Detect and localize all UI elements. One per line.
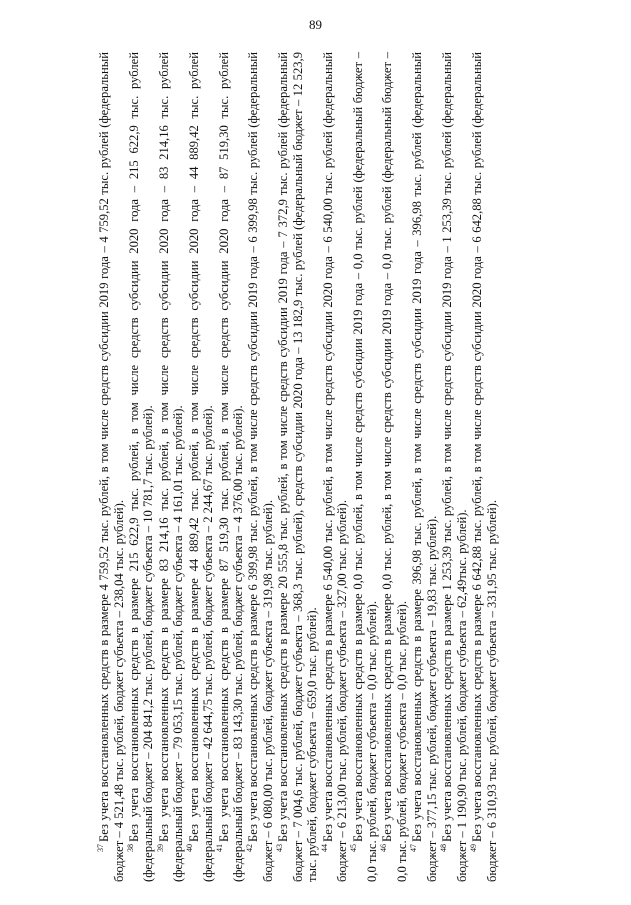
footnote-text: Без учета восстановленных средств в размере 44 889,42 тыс. рублей, в том числе средств субсидии 2020 года – 44 889,42 тыс. рублей (федеральный бюджет – 42 644,75 тыс. рублей, бюджет субъекта – 2 244,67 тыс. рублей). xyxy=(186,52,216,882)
footnote-number: 41 xyxy=(215,844,225,852)
footnote-number: 49 xyxy=(468,844,478,852)
footnote-number: 47 xyxy=(409,844,419,852)
footnote-text: Без учета восстановленных средств в размере 6 399,98 тыс. рублей, в том числе средств субсидии 2019 года – 6 399,98 тыс. рублей (федеральный бюджет – 6 080,00 тыс. рублей, бюджет субъекта – 319,98 тыс. рублей). xyxy=(246,52,275,882)
footnote-text: Без учета восстановленных средств в размере 0,0 тыс. рублей, в том числе средств субсидии 2019 года – 0,0 тыс. рублей (федеральный бюджет – 0,0 тыс. рублей, бюджет субъекта – 0,0 тыс. рублей). xyxy=(350,52,380,882)
footnotes-block xyxy=(97,52,567,882)
page-number: 89 xyxy=(309,17,322,32)
footnote-number: 48 xyxy=(439,844,449,852)
footnote-text: Без учета восстановленных средств в размере 1 253,39 тыс. рублей, в том числе средств субсидии 2019 года – 1 253,39 тыс. рублей (федеральный бюджет – 1 190,90 тыс. рублей, бюджет субъекта – 62,49тыс. рублей). xyxy=(440,52,469,882)
footnote xyxy=(187,52,216,882)
footnote-text: Без учета восстановленных средств в размере 6 540,00 тыс. рублей, в том числе средств субсидии 2020 года – 6 540,00 тыс. рублей (федеральный бюджет – 6 213,00 тыс. рублей, бюджет субъекта – 327,00 тыс. рублей). xyxy=(320,52,350,882)
footnote-number: 46 xyxy=(379,844,389,852)
footnote xyxy=(440,52,469,882)
footnote-text: Без учета восстановленных средств в размере 87 519,30 тыс. рублей, в том числе средств субсидии 2020 года – 87 519,30 тыс. рублей (федеральный бюджет – 83 143,30 тыс. рублей, бюджет субъекта – 4 376,00 тыс. рублей). xyxy=(216,52,246,882)
footnote-text: Без учета восстановленных средств в размере 4 759,52 тыс. рублей, в том числе средств субсидии 2019 года – 4 759,52 тыс. рублей (федеральный бюджет – 4 521,48 тыс. рублей, бюджет субъекта – 238,04 тыс. рублей). xyxy=(97,52,126,882)
footnote-text: Без учета восстановленных средств в размере 396,98 тыс. рублей, в том числе средств субсидии 2019 года – 396,98 тыс. рублей (федеральный бюджет – 377,15 тыс. рублей, бюджет субъекта – 19,83 тыс. рублей). xyxy=(410,52,439,882)
footnote-number: 40 xyxy=(185,844,195,852)
footnote-number: 42 xyxy=(245,844,255,852)
footnote-text: Без учета восстановленных средств в размере 215 622,9 тыс. рублей, в том числе средств субсидии 2020 года – 215 622,9 тыс. рублей (федеральный бюджет – 204 841,2 тыс. рублей, бюджет субъекта – 10 781,7 тыс. рублей). xyxy=(126,52,156,882)
footnote xyxy=(157,52,186,882)
footnote xyxy=(97,52,126,882)
footnote xyxy=(217,52,246,882)
footnote xyxy=(276,52,320,882)
footnote xyxy=(351,52,380,882)
footnote xyxy=(127,52,156,882)
footnote-text: Без учета восстановленных средств в размере 0,0 тыс. рублей, в том числе средств субсидии 2019 года – 0,0 тыс. рублей (федеральный бюджет – 0,0 тыс. рублей, бюджет субъекта – 0,0 тыс. рублей). xyxy=(380,52,410,882)
footnote-number: 37 xyxy=(95,844,105,852)
footnote xyxy=(470,52,499,882)
footnote-number: 44 xyxy=(319,844,329,852)
footnote-number: 39 xyxy=(155,844,165,852)
footnote-number: 38 xyxy=(125,844,135,852)
footnote-text: Без учета восстановленных средств в размере 6 642,88 тыс. рублей, в том числе средств субсидии 2020 года – 6 642,88 тыс. рублей (федеральный бюджет – 6 310,93 тыс. рублей, бюджет субъекта – 331,95 тыс. рублей). xyxy=(470,52,499,882)
footnote-number: 45 xyxy=(349,844,359,852)
footnote xyxy=(246,52,275,882)
footnote-text: Без учета восстановленных средств в размере 20 555,8 тыс. рублей, в том числе средств субсидии 2019 года – 7 372,9 тыс. рублей (федеральный бюджет – 7 004,6 тыс. рублей, бюджет субъекта – 368,3 тыс. рублей), средств субсидии 2020 года – 13 182,9 тыс. рублей (федеральный бюджет – 12 523,9 тыс. рублей, бюджет субъекта – 659,0 тыс. рублей). xyxy=(276,52,320,882)
footnote xyxy=(410,52,439,882)
footnote-text: Без учета восстановленных средств в размере 83 214,16 тыс. рублей, в том числе средств субсидии 2020 года – 83 214,16 тыс. рублей (федеральный бюджет – 79 053,15 тыс. рублей, бюджет субъекта – 4 161,01 тыс. рублей). xyxy=(156,52,186,882)
footnote-number: 43 xyxy=(275,844,285,852)
footnote xyxy=(321,52,350,882)
footnote xyxy=(380,52,409,882)
